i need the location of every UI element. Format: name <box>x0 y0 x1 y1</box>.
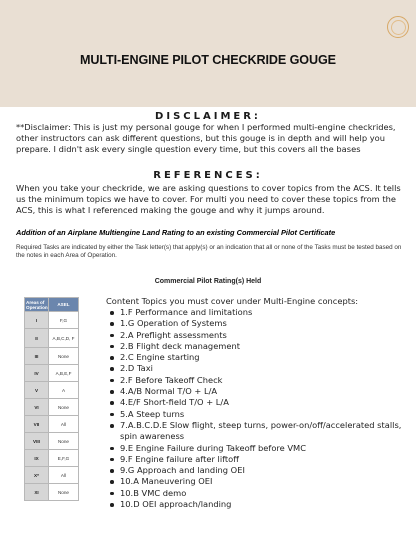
area-cell: X* <box>25 467 49 484</box>
acs-subtitle: Commercial Pilot Rating(s) Held <box>154 278 262 285</box>
area-cell: XI <box>25 484 49 501</box>
acs-note: Required Tasks are indicated by either the Task letter(s) that apply(s) or an indication that all or none of the Tasks must be tested based on the notes in each Area of Operation. <box>16 244 402 260</box>
page-title: MULTI-ENGINE PILOT CHECKRIDE GOUGE <box>80 53 336 67</box>
table-header-areas: Areas of Operation <box>26 299 48 310</box>
list-item: 2.F Before Takeoff Check <box>106 375 406 386</box>
tasks-cell: None <box>48 433 78 450</box>
table-row <box>25 348 79 365</box>
disclaimer-heading: DISCLAIMER: <box>155 111 261 122</box>
list-item: 2.C Engine starting <box>106 352 406 363</box>
acs-areas-table <box>24 297 79 501</box>
list-item: 2.A Preflight assessments <box>106 330 406 341</box>
tasks-cell: A <box>48 382 78 399</box>
area-cell: III <box>25 348 49 365</box>
references-heading: REFERENCES: <box>153 170 263 181</box>
tasks-cell: A,B,E,F <box>48 365 78 382</box>
area-cell: VI <box>25 399 49 416</box>
tasks-cell: F,G <box>48 312 78 329</box>
disclaimer-text: **Disclaimer: This is just my personal gouge for when I performed multi-engine checkrides, other instructors can ask different questions, but this gouge is in depth and will help you prepare. I didn't ask every single question every time, but this covers all the bases <box>16 122 396 154</box>
area-cell: VIII <box>25 433 49 450</box>
list-item: 4.E/F Short-field T/O + L/A <box>106 397 406 408</box>
table-row <box>25 433 79 450</box>
list-item: 10.D OEI approach/landing <box>106 499 406 510</box>
area-cell: V <box>25 382 49 399</box>
list-item: 9.F Engine failure after liftoff <box>106 454 406 465</box>
logo-icon <box>387 16 409 38</box>
area-cell: IV <box>25 365 49 382</box>
table-row <box>25 467 79 484</box>
area-cell: II <box>25 329 49 348</box>
list-item: 7.A.B.C.D.E Slow flight, steep turns, power-on/off/accelerated stalls, spin awareness <box>106 420 406 443</box>
table-row <box>25 382 79 399</box>
topics-list <box>106 307 406 510</box>
area-cell: VII <box>25 416 49 433</box>
list-item: 2.D Taxi <box>106 363 406 374</box>
list-item: 5.A Steep turns <box>106 409 406 420</box>
table-row <box>25 312 79 329</box>
list-item: 9.E Engine Failure during Takeoff before VMC <box>106 443 406 454</box>
table-row <box>25 329 79 348</box>
list-item: 10.B VMC demo <box>106 488 406 499</box>
table-row <box>25 365 79 382</box>
topics-heading: Content Topics you must cover under Multi-Engine concepts: <box>106 296 359 306</box>
list-item: 9.G Approach and landing OEI <box>106 465 406 476</box>
table-row <box>25 484 79 501</box>
header-banner <box>0 0 416 107</box>
tasks-cell: E,F,G <box>48 450 78 467</box>
list-item: 2.B Flight deck management <box>106 341 406 352</box>
list-item: 1.F Performance and limitations <box>106 307 406 318</box>
list-item: 4.A/B Normal T/O + L/A <box>106 386 406 397</box>
tasks-cell: None <box>48 348 78 365</box>
area-cell: I <box>25 312 49 329</box>
tasks-cell: A,B,C,D, F <box>48 329 78 348</box>
references-text: When you take your checkride, we are asking questions to cover topics from the ACS. It tells us the minimum topics we have to cover. For multi you need to cover these topics from the ACS, this is what I referenced making the gouge and why it jumps around. <box>16 183 401 215</box>
acs-title: Addition of an Airplane Multiengine Land Rating to an existing Commercial Pilot Certificate <box>16 228 336 237</box>
table-header-asel: ASEL <box>48 298 78 312</box>
table-row <box>25 399 79 416</box>
list-item: 1.G Operation of Systems <box>106 318 406 329</box>
tasks-cell: None <box>48 399 78 416</box>
table-row <box>25 416 79 433</box>
list-item: 10.A Maneuvering OEI <box>106 476 406 487</box>
tasks-cell: None <box>48 484 78 501</box>
area-cell: IX <box>25 450 49 467</box>
tasks-cell: All <box>48 467 78 484</box>
table-row <box>25 450 79 467</box>
tasks-cell: All <box>48 416 78 433</box>
